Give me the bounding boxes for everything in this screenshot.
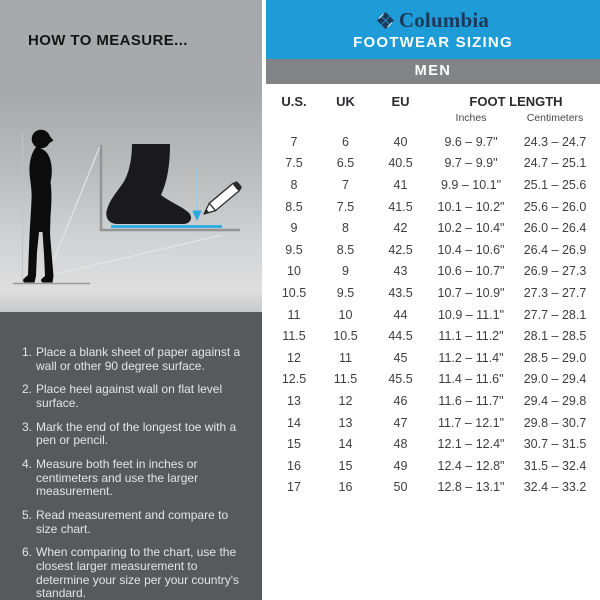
table-cell: 10.1 – 10.2" <box>437 199 505 214</box>
table-cell: 11.5 <box>333 372 358 387</box>
table-cell: 46 <box>393 393 408 408</box>
table-cell: 29.8 – 30.7 <box>523 415 587 430</box>
table-row <box>266 196 600 218</box>
table-cell: 12.4 – 12.8" <box>437 458 505 473</box>
table-row <box>266 217 600 239</box>
table-row <box>266 412 600 434</box>
instruction-number: 1. <box>22 345 33 359</box>
table-cell: 7.5 <box>285 156 303 171</box>
table-cell: 15 <box>338 458 353 473</box>
table-cell: 32.4 – 33.2 <box>523 480 587 495</box>
table-cell: 9.7 – 9.9" <box>444 156 498 171</box>
instruction-number: 3. <box>22 419 33 434</box>
table-cell: 11.7 – 12.1" <box>437 415 505 430</box>
table-cell: 7.5 <box>336 199 355 214</box>
table-cell: 6.5 <box>336 156 355 171</box>
column-header-eu: EU <box>391 94 410 109</box>
table-cell: 12 <box>338 393 353 408</box>
brand-name: Columbia <box>398 8 490 32</box>
table-cell: 24.7 – 25.1 <box>523 156 587 171</box>
table-row <box>266 239 600 261</box>
table-cell: 6 <box>342 134 349 149</box>
instruction-item <box>22 421 246 448</box>
table-cell: 9.6 – 9.7" <box>444 134 498 149</box>
table-cell: 28.5 – 29.0 <box>523 350 587 365</box>
table-cell: 25.1 – 25.6 <box>523 177 587 192</box>
how-to-measure-panel <box>0 0 262 600</box>
measuring-illustration <box>0 100 262 312</box>
table-cell: 10.9 – 11.1" <box>437 307 505 322</box>
table-cell: 11.6 – 11.7" <box>438 393 504 408</box>
subcolumn-header-centimeters: Centimeters <box>526 112 584 124</box>
table-row <box>266 131 600 153</box>
table-cell: 27.3 – 27.7 <box>523 285 587 300</box>
table-row <box>266 282 600 304</box>
column-header-foot-length: FOOT LENGTH <box>469 94 563 109</box>
table-cell: 9 <box>290 221 298 236</box>
table-cell: 43.5 <box>388 285 413 300</box>
table-cell: 9.9 – 10.1" <box>440 177 502 192</box>
instruction-item <box>22 458 246 499</box>
instruction-text: Mark the end of the longest toe with a pen or pencil. <box>36 419 237 448</box>
zoom-line <box>52 235 222 275</box>
table-cell: 40 <box>393 134 408 149</box>
table-cell: 8 <box>290 177 298 192</box>
table-cell: 10 <box>287 264 301 279</box>
brand-logo-row <box>266 0 600 33</box>
table-row <box>266 325 600 347</box>
table-cell: 13 <box>338 415 353 430</box>
instruction-item <box>22 509 246 536</box>
table-cell: 12.5 <box>281 372 307 387</box>
table-cell: 27.7 – 28.1 <box>523 307 587 322</box>
subcolumn-header-inches: Inches <box>455 112 487 124</box>
table-row <box>266 347 600 369</box>
instruction-number: 4. <box>22 457 33 472</box>
table-row <box>266 433 600 455</box>
table-cell: 45 <box>393 350 408 365</box>
table-cell: 41 <box>393 177 408 192</box>
table-row <box>266 477 600 499</box>
measure-arrow-icon <box>192 168 202 221</box>
table-cell: 8.5 <box>336 242 355 257</box>
table-cell: 50 <box>393 480 408 495</box>
table-cell: 26.0 – 26.4 <box>523 221 587 236</box>
table-cell: 8 <box>342 221 349 236</box>
instruction-item <box>22 546 246 600</box>
section-label-men: MEN <box>266 59 600 84</box>
page-title: FOOTWEAR SIZING <box>353 34 513 51</box>
pencil-icon <box>201 180 243 217</box>
table-cell: 9.5 <box>285 242 303 257</box>
columbia-logo-icon <box>377 12 394 29</box>
instruction-number: 2. <box>22 382 33 397</box>
table-cell: 28.1 – 28.5 <box>523 329 587 344</box>
table-row <box>266 390 600 412</box>
table-cell: 11.2 – 11.4" <box>438 350 504 365</box>
table-row <box>266 369 600 391</box>
table-cell: 11 <box>339 350 352 365</box>
table-cell: 24.3 – 24.7 <box>523 134 587 149</box>
table-row <box>266 174 600 196</box>
table-cell: 26.9 – 27.3 <box>523 264 587 279</box>
table-cell: 11 <box>287 307 301 322</box>
table-cell: 16 <box>287 458 301 473</box>
table-cell: 17 <box>287 480 301 495</box>
instruction-text: Read measurement and compare to size chart. <box>36 508 229 536</box>
zoom-line <box>49 146 100 272</box>
table-cell: 44.5 <box>388 329 413 344</box>
table-cell: 26.4 – 26.9 <box>523 242 587 257</box>
table-cell: 31.5 – 32.4 <box>523 458 587 473</box>
how-to-measure-heading: HOW TO MEASURE... <box>28 32 188 49</box>
table-cell: 25.6 – 26.0 <box>523 199 587 214</box>
table-cell: 10.2 – 10.4" <box>437 221 505 236</box>
instruction-text: Place a blank sheet of paper against a wall or other 90 degree surface. <box>36 345 241 373</box>
table-row <box>266 153 600 175</box>
table-cell: 12.8 – 13.1" <box>437 480 505 495</box>
table-cell: 10.6 – 10.7" <box>437 264 505 279</box>
table-cell: 44 <box>393 307 408 322</box>
table-cell: 10.5 <box>333 329 358 344</box>
table-cell: 49 <box>393 458 408 473</box>
instruction-text: Measure both feet in inches or centimeters and use the larger measurement. <box>36 457 199 499</box>
instruction-text: Place heel against wall on flat level surface. <box>36 382 223 411</box>
table-cell: 11.1 – 11.2" <box>438 329 504 344</box>
standing-person-silhouette-icon <box>23 130 53 283</box>
table-cell: 12 <box>287 350 301 365</box>
instruction-number: 6. <box>22 545 33 560</box>
table-cell: 11.4 – 11.6" <box>438 372 504 387</box>
table-cell: 9.5 <box>336 285 355 300</box>
table-cell: 30.7 – 31.5 <box>523 437 587 452</box>
instruction-item <box>22 383 246 410</box>
table-cell: 48 <box>393 437 408 452</box>
table-cell: 42 <box>393 221 408 236</box>
table-row <box>266 304 600 326</box>
table-cell: 10 <box>338 307 353 322</box>
table-cell: 14 <box>287 415 301 430</box>
table-cell: 16 <box>338 480 353 495</box>
table-cell: 7 <box>290 134 298 149</box>
foot-silhouette-icon <box>106 144 191 224</box>
table-cell: 7 <box>342 177 349 192</box>
table-cell: 43 <box>393 264 408 279</box>
table-cell: 40.5 <box>388 156 413 171</box>
table-cell: 11.5 <box>282 329 306 344</box>
table-cell: 9 <box>342 264 349 279</box>
column-header-uk: UK <box>336 94 355 109</box>
table-cell: 47 <box>393 415 408 430</box>
table-cell: 41.5 <box>388 199 413 214</box>
sizing-table-panel <box>266 0 600 600</box>
table-row <box>266 455 600 477</box>
table-subheader-row <box>266 110 600 126</box>
instruction-number: 5. <box>22 508 33 523</box>
table-cell: 14 <box>338 437 353 452</box>
column-header-us: U.S. <box>281 94 307 109</box>
table-row <box>266 261 600 283</box>
table-cell: 15 <box>287 437 301 452</box>
instructions-list <box>0 312 262 600</box>
illustration-section <box>0 0 262 312</box>
instruction-item <box>22 346 246 373</box>
size-table-body <box>266 131 600 498</box>
instructions-section <box>0 312 262 600</box>
table-cell: 29.0 – 29.4 <box>523 372 587 387</box>
table-header-row <box>266 92 600 109</box>
brand-header <box>266 0 600 59</box>
table-cell: 42.5 <box>388 242 413 257</box>
table-cell: 29.4 – 29.8 <box>523 393 587 408</box>
table-cell: 10.7 – 10.9" <box>437 285 505 300</box>
table-cell: 45.5 <box>388 372 413 387</box>
table-cell: 8.5 <box>285 199 303 214</box>
instruction-text: When comparing to the chart, use the closest larger measurement to determine your size per your country's standard. <box>36 545 240 600</box>
size-table <box>266 84 600 498</box>
table-cell: 12.1 – 12.4" <box>437 437 505 452</box>
table-cell: 10.4 – 10.6" <box>437 242 505 257</box>
table-cell: 13 <box>287 393 301 408</box>
table-cell: 10.5 <box>281 285 307 300</box>
